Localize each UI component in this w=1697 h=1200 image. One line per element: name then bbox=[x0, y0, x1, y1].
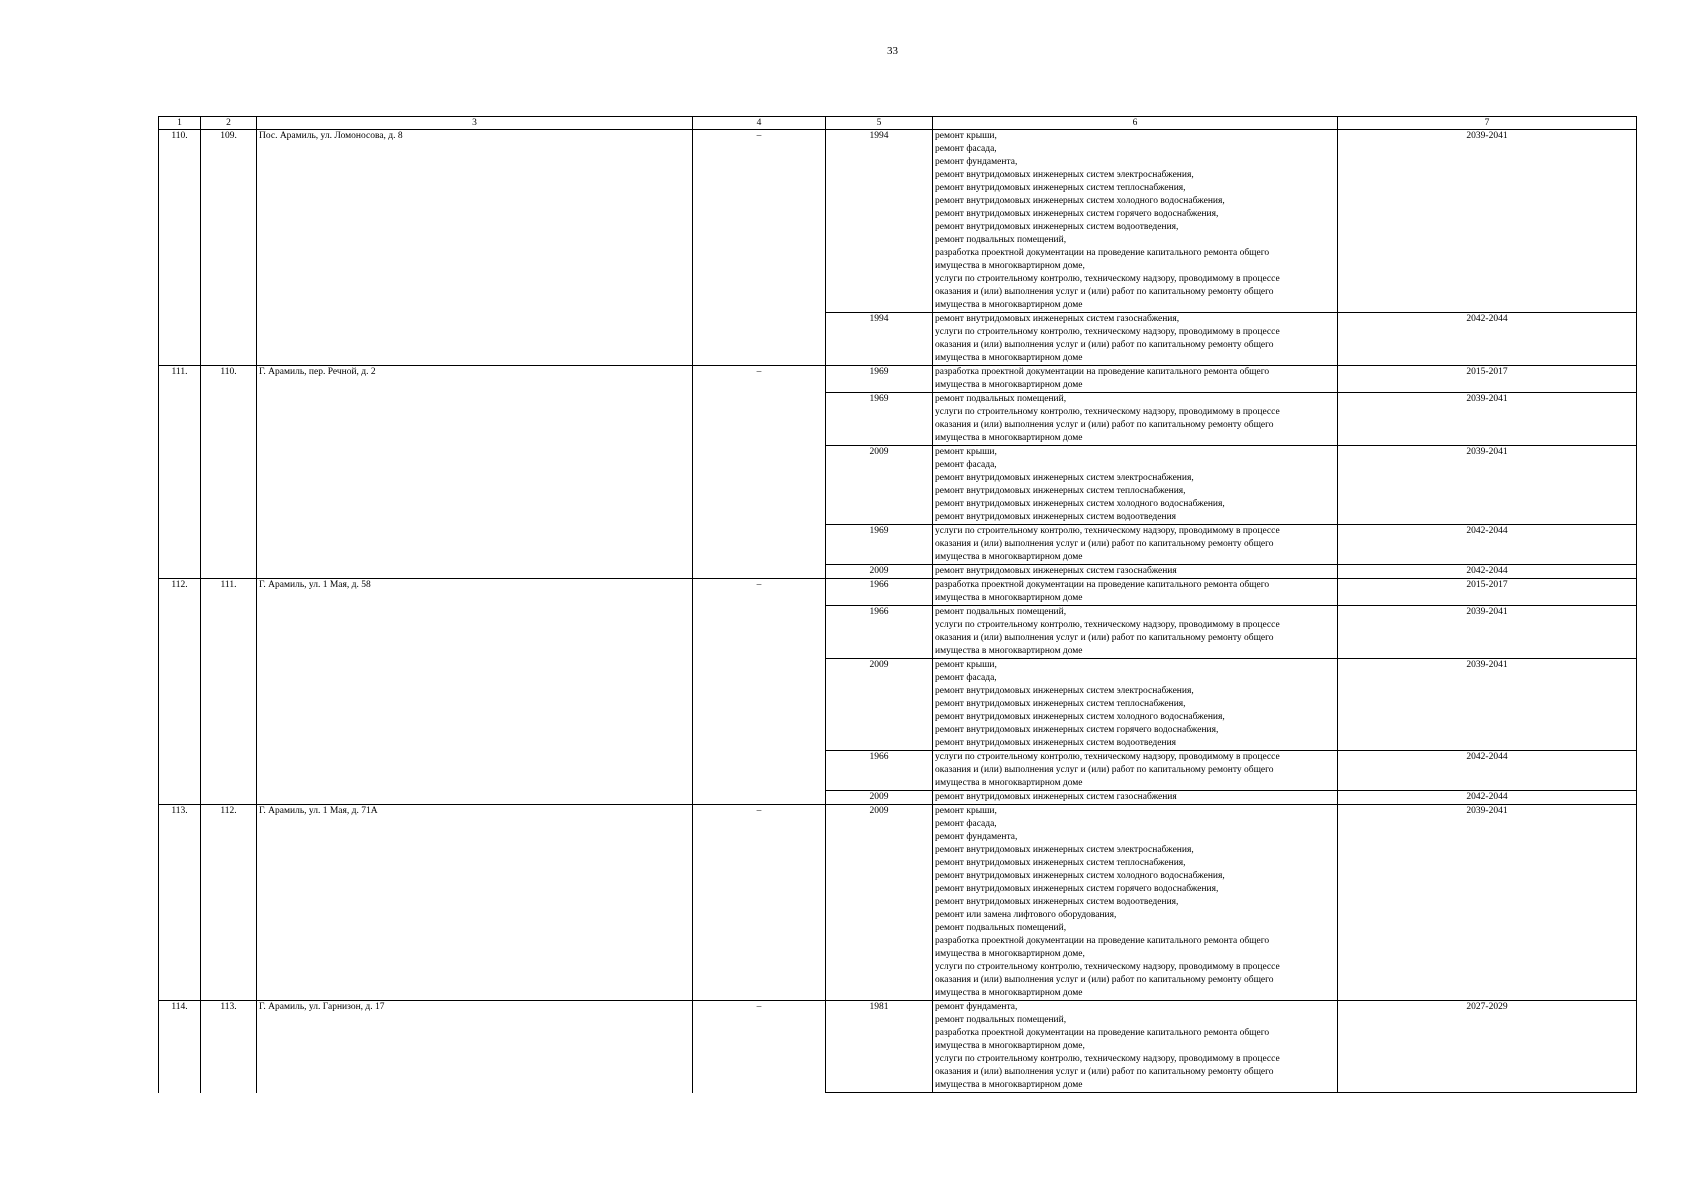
dash-cell: – bbox=[693, 805, 826, 1001]
year-cell: 1994 bbox=[826, 130, 933, 313]
work-item: оказания и (или) выполнения услуг и (или) работ по капитальному ремонту общего bbox=[935, 633, 1274, 643]
work-item: ремонт внутридомовых инженерных систем горячего водоснабжения, bbox=[935, 725, 1219, 735]
work-item: услуги по строительному контролю, техническому надзору, проводимому в процессе bbox=[935, 526, 1280, 536]
work-item: услуги по строительному контролю, техническому надзору, проводимому в процессе bbox=[935, 274, 1280, 284]
column-header: 5 bbox=[826, 117, 933, 130]
work-item: ремонт фасада, bbox=[935, 673, 997, 683]
work-item: ремонт внутридомовых инженерных систем электроснабжения, bbox=[935, 845, 1194, 855]
year-cell: 1966 bbox=[826, 579, 933, 606]
work-item: ремонт внутридомовых инженерных систем холодного водоснабжения, bbox=[935, 499, 1225, 509]
period-cell: 2039-2041 bbox=[1338, 659, 1637, 751]
works-cell bbox=[933, 313, 1338, 366]
column-header: 3 bbox=[257, 117, 693, 130]
work-item: ремонт фундамента, bbox=[935, 157, 1018, 167]
table-row bbox=[159, 1001, 1637, 1093]
work-item: оказания и (или) выполнения услуг и (или) работ по капитальному ремонту общего bbox=[935, 1067, 1274, 1077]
work-item: услуги по строительному контролю, техническому надзору, проводимому в процессе bbox=[935, 327, 1280, 337]
row-number: 114. bbox=[159, 1001, 201, 1093]
work-item: ремонт подвальных помещений, bbox=[935, 235, 1067, 245]
year-cell: 1969 bbox=[826, 393, 933, 446]
row-number: 113. bbox=[159, 805, 201, 1001]
work-item: разработка проектной документации на проведение капитального ремонта общего bbox=[935, 1028, 1270, 1038]
work-item: услуги по строительному контролю, техническому надзору, проводимому в процессе bbox=[935, 962, 1280, 972]
work-item: ремонт подвальных помещений, bbox=[935, 607, 1067, 617]
period-cell: 2042-2044 bbox=[1338, 313, 1637, 366]
work-item: ремонт фундамента, bbox=[935, 1002, 1018, 1012]
period-cell: 2039-2041 bbox=[1338, 606, 1637, 659]
work-item: ремонт внутридомовых инженерных систем горячего водоснабжения, bbox=[935, 209, 1219, 219]
works-cell bbox=[933, 659, 1338, 751]
work-item: ремонт крыши, bbox=[935, 806, 997, 816]
dash-cell: – bbox=[693, 1001, 826, 1093]
period-cell: 2027-2029 bbox=[1338, 1001, 1637, 1093]
work-item: услуги по строительному контролю, техническому надзору, проводимому в процессе bbox=[935, 752, 1280, 762]
work-item: имущества в многоквартирном доме, bbox=[935, 1041, 1085, 1051]
work-item: разработка проектной документации на проведение капитального ремонта общего bbox=[935, 367, 1270, 377]
address-cell: Г. Арамиль, пер. Речной, д. 2 bbox=[257, 366, 693, 579]
work-item: имущества в многоквартирном доме bbox=[935, 300, 1083, 310]
work-item: имущества в многоквартирном доме bbox=[935, 593, 1083, 603]
work-item: ремонт внутридомовых инженерных систем электроснабжения, bbox=[935, 686, 1194, 696]
entry-number: 113. bbox=[201, 1001, 257, 1093]
table-row bbox=[159, 579, 1637, 606]
work-item: имущества в многоквартирном доме bbox=[935, 433, 1083, 443]
period-cell: 2015-2017 bbox=[1338, 366, 1637, 393]
works-cell bbox=[933, 366, 1338, 393]
work-item: оказания и (или) выполнения услуг и (или) работ по капитальному ремонту общего bbox=[935, 287, 1274, 297]
work-item: имущества в многоквартирном доме bbox=[935, 778, 1083, 788]
works-cell bbox=[933, 791, 1338, 805]
dash-cell: – bbox=[693, 366, 826, 579]
work-item: ремонт крыши, bbox=[935, 660, 997, 670]
work-item: ремонт фасада, bbox=[935, 460, 997, 470]
work-item: ремонт крыши, bbox=[935, 131, 997, 141]
year-cell: 2009 bbox=[826, 659, 933, 751]
work-item: ремонт внутридомовых инженерных систем холодного водоснабжения, bbox=[935, 196, 1225, 206]
year-cell: 2009 bbox=[826, 805, 933, 1001]
column-header: 1 bbox=[159, 117, 201, 130]
works-cell bbox=[933, 805, 1338, 1001]
address-cell: Г. Арамиль, ул. Гарнизон, д. 17 bbox=[257, 1001, 693, 1093]
work-item: ремонт внутридомовых инженерных систем газоснабжения bbox=[935, 566, 1177, 576]
address-cell: Г. Арамиль, ул. 1 Мая, д. 58 bbox=[257, 579, 693, 805]
works-cell bbox=[933, 606, 1338, 659]
column-header-row bbox=[159, 117, 1637, 130]
work-item: услуги по строительному контролю, техническому надзору, проводимому в процессе bbox=[935, 407, 1280, 417]
column-header: 2 bbox=[201, 117, 257, 130]
year-cell: 1994 bbox=[826, 313, 933, 366]
table-row bbox=[159, 130, 1637, 313]
dash-cell: – bbox=[693, 579, 826, 805]
work-item: ремонт внутридомовых инженерных систем водоотведения, bbox=[935, 222, 1179, 232]
table-body bbox=[159, 117, 1637, 1093]
period-cell: 2042-2044 bbox=[1338, 525, 1637, 565]
row-number: 112. bbox=[159, 579, 201, 805]
year-cell: 1969 bbox=[826, 525, 933, 565]
work-item: ремонт внутридомовых инженерных систем водоотведения bbox=[935, 512, 1177, 522]
work-item: имущества в многоквартирном доме bbox=[935, 552, 1083, 562]
period-cell: 2039-2041 bbox=[1338, 130, 1637, 313]
work-item: имущества в многоквартирном доме bbox=[935, 1080, 1083, 1090]
row-number: 111. bbox=[159, 366, 201, 579]
work-item: ремонт подвальных помещений, bbox=[935, 394, 1067, 404]
period-cell: 2042-2044 bbox=[1338, 565, 1637, 579]
entry-number: 109. bbox=[201, 130, 257, 366]
column-header: 7 bbox=[1338, 117, 1637, 130]
work-item: ремонт внутридомовых инженерных систем газоснабжения, bbox=[935, 314, 1180, 324]
work-item: имущества в многоквартирном доме, bbox=[935, 949, 1085, 959]
year-cell: 2009 bbox=[826, 791, 933, 805]
period-cell: 2039-2041 bbox=[1338, 393, 1637, 446]
address-cell: Пос. Арамиль, ул. Ломоносова, д. 8 bbox=[257, 130, 693, 366]
work-item: разработка проектной документации на проведение капитального ремонта общего bbox=[935, 936, 1270, 946]
year-cell: 1966 bbox=[826, 606, 933, 659]
table-row bbox=[159, 366, 1637, 393]
entry-number: 111. bbox=[201, 579, 257, 805]
page-number: 33 bbox=[887, 45, 898, 57]
work-item: ремонт фундамента, bbox=[935, 832, 1018, 842]
row-number: 110. bbox=[159, 130, 201, 366]
work-item: разработка проектной документации на проведение капитального ремонта общего bbox=[935, 248, 1270, 258]
work-item: ремонт подвальных помещений, bbox=[935, 923, 1067, 933]
work-item: ремонт фасада, bbox=[935, 819, 997, 829]
work-item: ремонт подвальных помещений, bbox=[935, 1015, 1067, 1025]
work-item: ремонт внутридомовых инженерных систем электроснабжения, bbox=[935, 170, 1194, 180]
work-item: ремонт внутридомовых инженерных систем электроснабжения, bbox=[935, 473, 1194, 483]
period-cell: 2039-2041 bbox=[1338, 446, 1637, 525]
entry-number: 112. bbox=[201, 805, 257, 1001]
year-cell: 1981 bbox=[826, 1001, 933, 1093]
works-cell bbox=[933, 446, 1338, 525]
work-item: ремонт крыши, bbox=[935, 447, 997, 457]
work-item: оказания и (или) выполнения услуг и (или) работ по капитальному ремонту общего bbox=[935, 420, 1274, 430]
work-item: имущества в многоквартирном доме bbox=[935, 646, 1083, 656]
work-item: ремонт внутридомовых инженерных систем теплоснабжения, bbox=[935, 858, 1186, 868]
work-item: имущества в многоквартирном доме, bbox=[935, 261, 1085, 271]
work-item: ремонт или замена лифтового оборудования, bbox=[935, 910, 1117, 920]
entry-number: 110. bbox=[201, 366, 257, 579]
works-cell bbox=[933, 525, 1338, 565]
work-item: услуги по строительному контролю, техническому надзору, проводимому в процессе bbox=[935, 620, 1280, 630]
period-cell: 2015-2017 bbox=[1338, 579, 1637, 606]
works-cell bbox=[933, 751, 1338, 791]
work-item: разработка проектной документации на проведение капитального ремонта общего bbox=[935, 580, 1270, 590]
work-item: имущества в многоквартирном доме bbox=[935, 353, 1083, 363]
year-cell: 1969 bbox=[826, 366, 933, 393]
period-cell: 2039-2041 bbox=[1338, 805, 1637, 1001]
work-item: оказания и (или) выполнения услуг и (или) работ по капитальному ремонту общего bbox=[935, 340, 1274, 350]
works-cell bbox=[933, 565, 1338, 579]
address-cell: Г. Арамиль, ул. 1 Мая, д. 71А bbox=[257, 805, 693, 1001]
work-item: ремонт внутридомовых инженерных систем горячего водоснабжения, bbox=[935, 884, 1219, 894]
works-cell bbox=[933, 1001, 1338, 1093]
work-item: оказания и (или) выполнения услуг и (или) работ по капитальному ремонту общего bbox=[935, 765, 1274, 775]
year-cell: 2009 bbox=[826, 565, 933, 579]
period-cell: 2042-2044 bbox=[1338, 751, 1637, 791]
work-item: ремонт внутридомовых инженерных систем холодного водоснабжения, bbox=[935, 871, 1225, 881]
work-item: оказания и (или) выполнения услуг и (или) работ по капитальному ремонту общего bbox=[935, 539, 1274, 549]
work-item: ремонт фасада, bbox=[935, 144, 997, 154]
column-header: 4 bbox=[693, 117, 826, 130]
work-item: услуги по строительному контролю, техническому надзору, проводимому в процессе bbox=[935, 1054, 1280, 1064]
table-row bbox=[159, 805, 1637, 1001]
year-cell: 2009 bbox=[826, 446, 933, 525]
works-cell bbox=[933, 579, 1338, 606]
work-item: ремонт внутридомовых инженерных систем газоснабжения bbox=[935, 792, 1177, 802]
work-item: оказания и (или) выполнения услуг и (или) работ по капитальному ремонту общего bbox=[935, 975, 1274, 985]
year-cell: 1966 bbox=[826, 751, 933, 791]
work-item: ремонт внутридомовых инженерных систем холодного водоснабжения, bbox=[935, 712, 1225, 722]
work-item: ремонт внутридомовых инженерных систем водоотведения, bbox=[935, 897, 1179, 907]
repair-schedule-table bbox=[158, 116, 1637, 1093]
work-item: ремонт внутридомовых инженерных систем теплоснабжения, bbox=[935, 699, 1186, 709]
dash-cell: – bbox=[693, 130, 826, 366]
column-header: 6 bbox=[933, 117, 1338, 130]
work-item: имущества в многоквартирном доме bbox=[935, 380, 1083, 390]
period-cell: 2042-2044 bbox=[1338, 791, 1637, 805]
work-item: ремонт внутридомовых инженерных систем водоотведения bbox=[935, 738, 1177, 748]
works-cell bbox=[933, 130, 1338, 313]
works-cell bbox=[933, 393, 1338, 446]
work-item: имущества в многоквартирном доме bbox=[935, 988, 1083, 998]
work-item: ремонт внутридомовых инженерных систем теплоснабжения, bbox=[935, 486, 1186, 496]
work-item: ремонт внутридомовых инженерных систем теплоснабжения, bbox=[935, 183, 1186, 193]
